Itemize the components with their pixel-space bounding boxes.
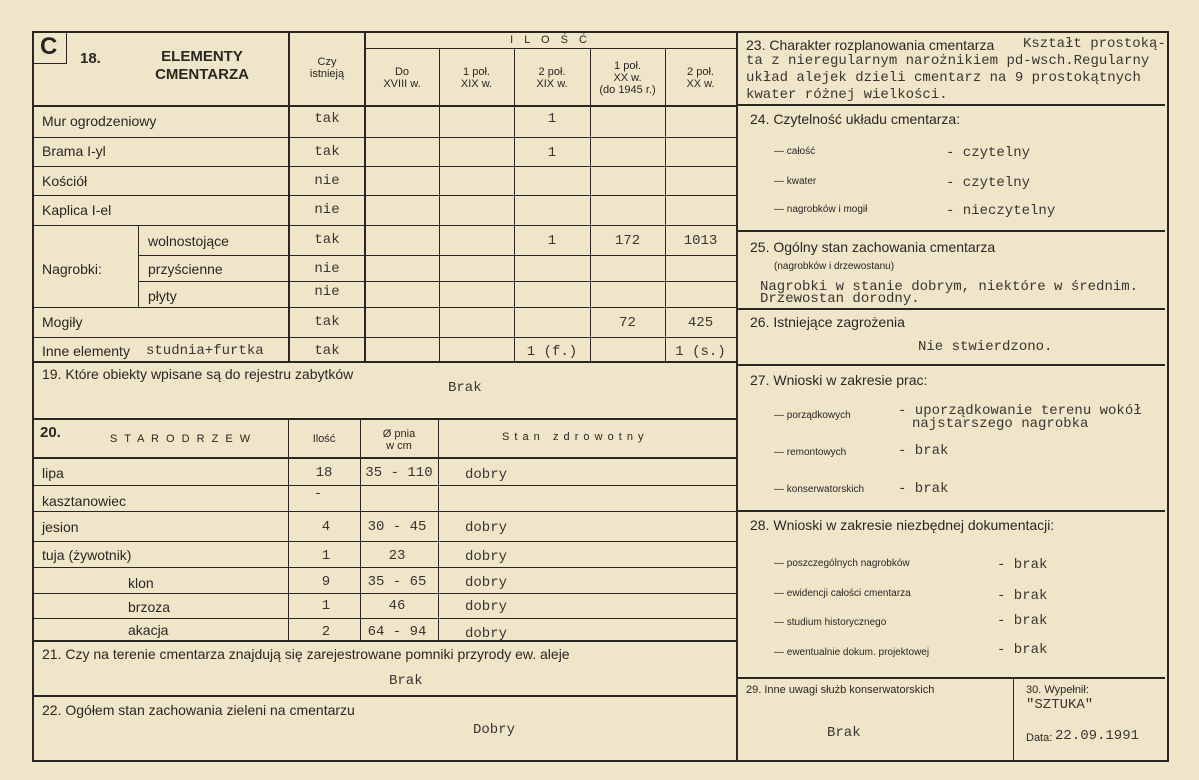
- tree-name: kasztanowiec: [42, 493, 127, 509]
- section-28-item-value: - brak: [997, 613, 1048, 629]
- section-25-label: 25. Ogólny stan zachowania cmentarza: [750, 239, 996, 255]
- exists-mogily: tak: [314, 314, 340, 330]
- exists-kosciol: nie: [314, 173, 340, 189]
- qty-wolno-2pol20: 1013: [683, 233, 718, 249]
- section-23-text-4: kwater różnej wielkości.: [746, 87, 948, 103]
- section-24-item-value: - czytelny: [946, 145, 1031, 161]
- section-23-text-3: układ alejek dzieli cmentarz na 9 prostokątnych: [746, 70, 1141, 86]
- section-28-item-label: — ewentualnie dokum. projektowej: [774, 647, 930, 658]
- section-27-label: 27. Wnioski w zakresie prac:: [750, 372, 928, 388]
- row-label-nagrobki: Nagrobki:: [42, 261, 102, 277]
- section-23-text-2: ta z nieregularnym narożnikiem pd-wsch.Regularny: [746, 53, 1150, 69]
- section-26-value: Nie stwierdzono.: [918, 339, 1053, 355]
- row-label-inne: Inne elementy: [42, 343, 130, 359]
- tree-health: dobry: [465, 467, 508, 483]
- tree-name: jesion: [42, 519, 79, 535]
- row-label-plyty: płyty: [148, 288, 177, 304]
- section-24-item-value: - czytelny: [946, 175, 1031, 191]
- qty-mur-2pol19: 1: [547, 111, 557, 127]
- section-21-label: 21. Czy na terenie cmentarza znajdują się zarejestrowane pomniki przyrody ew. aleje: [42, 646, 570, 662]
- section-20-number: 20.: [40, 424, 61, 441]
- section-30-label: 30. Wypełnił:: [1026, 684, 1089, 696]
- row-label-wolnostojace: wolnostojące: [148, 233, 229, 249]
- tree-health: dobry: [465, 575, 508, 591]
- tree-diam: 64 - 94: [367, 624, 427, 640]
- section-22-value: Dobry: [473, 722, 516, 738]
- row-label-brama: Brama I-yl: [42, 143, 106, 159]
- section-letter: C: [40, 33, 58, 60]
- section-27-item-label: — remontowych: [774, 447, 847, 458]
- tree-name: akacja: [128, 622, 169, 638]
- section-22-label: 22. Ogółem stan zachowania zieleni na cmentarzu: [42, 702, 355, 718]
- section-24-item-value: - nieczytelny: [946, 203, 1056, 219]
- exists-wolnostojace: tak: [314, 232, 340, 248]
- exists-brama: tak: [314, 144, 340, 160]
- section-29-label: 29. Inne uwagi służb konserwatorskich: [746, 684, 935, 696]
- tree-diam: 23: [388, 548, 406, 564]
- date-label: Data:: [1026, 732, 1053, 744]
- section-24-label: 24. Czytelność układu cmentarza:: [750, 111, 961, 127]
- qty-mogily-2pol20: 425: [687, 315, 714, 331]
- qty-wolno-2pol19: 1: [547, 233, 557, 249]
- period-header-1: Do XVIII w.: [383, 66, 421, 90]
- exists-header: Czy istnieją: [309, 56, 345, 80]
- section-27-item-label: — porządkowych: [774, 410, 851, 421]
- tree-name: klon: [128, 575, 154, 591]
- tree-name: tuja (żywotnik): [42, 547, 132, 563]
- section-19-value: Brak: [448, 380, 482, 396]
- section-number: 18.: [80, 50, 101, 67]
- exists-plyty: nie: [314, 284, 340, 300]
- section-29-value: Brak: [827, 725, 861, 741]
- section-27-item-value: - brak: [898, 481, 949, 497]
- section-27-item-value: najstarszego nagrobka: [912, 416, 1089, 432]
- tree-diam: 46: [388, 598, 406, 614]
- section-27-item-value: - brak: [898, 443, 949, 459]
- exists-przyscienne: nie: [314, 261, 340, 277]
- row-label-kaplica: Kaplica I-el: [42, 202, 112, 218]
- section-30-value: "SZTUKA": [1026, 697, 1094, 713]
- tree-count: 18: [315, 465, 333, 481]
- section-20-title: S T A R O D R Z E W: [110, 433, 253, 445]
- tree-count: -: [313, 486, 323, 502]
- section-28-item-value: - brak: [997, 557, 1048, 573]
- section-28-label: 28. Wnioski w zakresie niezbędnej dokumentacji:: [750, 517, 1055, 533]
- period-header-4: 1 poł. XX w. (do 1945 r.): [599, 60, 656, 96]
- tree-health: dobry: [465, 520, 508, 536]
- qty-inne-2pol20: 1 (s.): [675, 344, 726, 360]
- period-header-3: 2 poł. XIX w.: [536, 66, 568, 90]
- section-28-item-value: - brak: [997, 588, 1048, 604]
- col-health-header: S t a n z d r o w o t n y: [502, 431, 645, 443]
- tree-health: dobry: [465, 549, 508, 565]
- tree-health: dobry: [465, 599, 508, 615]
- section-25-text-2: Drzewostan dorodny.: [760, 291, 920, 307]
- qty-mogily-1pol20: 72: [619, 315, 636, 331]
- section-23-text-1: Kształt prostoką-: [1023, 36, 1166, 52]
- section-25-text-1: Nagrobki w stanie dobrym, niektóre w średnim.: [760, 279, 1139, 295]
- exists-kaplica: nie: [314, 202, 340, 218]
- qty-wolno-1pol20: 172: [614, 233, 641, 249]
- section-28-item-label: — ewidencji całości cmentarza: [774, 588, 911, 599]
- tree-count: 1: [321, 548, 331, 564]
- section-21-value: Brak: [389, 673, 423, 689]
- ilosc-header: I L O Ś Ć: [510, 34, 591, 46]
- tree-diam: 35 - 65: [367, 574, 427, 590]
- row-label-przyscienne: przyścienne: [148, 261, 223, 277]
- section-27-item-label: — konserwatorskich: [774, 484, 865, 495]
- section-28-item-value: - brak: [997, 642, 1048, 658]
- qty-inne-2pol19: 1 (f.): [526, 344, 578, 360]
- exists-inne: tak: [314, 343, 340, 359]
- tree-diam: 30 - 45: [367, 519, 427, 535]
- tree-name: lipa: [42, 465, 64, 481]
- tree-count: 2: [321, 624, 331, 640]
- section-19-label: 19. Które obiekty wpisane są do rejestru zabytków: [42, 366, 354, 382]
- period-header-2: 1 poł. XIX w.: [460, 66, 493, 90]
- period-header-5: 2 poł. XX w.: [686, 66, 715, 90]
- section-24-item-label: — nagrobków i mogił: [774, 204, 868, 215]
- row-label-mur: Mur ogrodzeniowy: [42, 113, 157, 129]
- section-26-label: 26. Istniejące zagrożenia: [750, 314, 905, 330]
- column-divider: [736, 31, 738, 760]
- tree-name: brzoza: [128, 599, 171, 615]
- section-24-item-label: — całość: [774, 146, 816, 157]
- inne-value: studnia+furtka: [146, 343, 264, 359]
- section-28-item-label: — studium historycznego: [774, 617, 887, 628]
- row-label-kosciol: Kościół: [42, 173, 88, 189]
- row-label-mogily: Mogiły: [42, 314, 83, 330]
- section-28-item-label: — poszczególnych nagrobków: [774, 558, 910, 569]
- section-title: ELEMENTY CMENTARZA: [155, 48, 249, 83]
- col-diam-header: Ø pnia w cm: [382, 428, 416, 452]
- date-value: 22.09.1991: [1055, 728, 1140, 744]
- tree-count: 1: [321, 598, 331, 614]
- col-count-header: Ilość: [312, 433, 336, 445]
- section-24-item-label: — kwater: [774, 176, 817, 187]
- tree-diam: 35 - 110: [365, 465, 433, 481]
- tree-count: 4: [321, 519, 331, 535]
- section-23-label: 23. Charakter rozplanowania cmentarza: [746, 37, 995, 53]
- qty-brama-2pol19: 1: [547, 145, 557, 161]
- tree-count: 9: [321, 574, 331, 590]
- tree-health: dobry: [465, 626, 508, 642]
- exists-mur: tak: [314, 111, 340, 127]
- section-27-item-value: - uporządkowanie terenu wokół: [898, 403, 1142, 419]
- section-25-sublabel: (nagrobków i drzewostanu): [774, 261, 895, 272]
